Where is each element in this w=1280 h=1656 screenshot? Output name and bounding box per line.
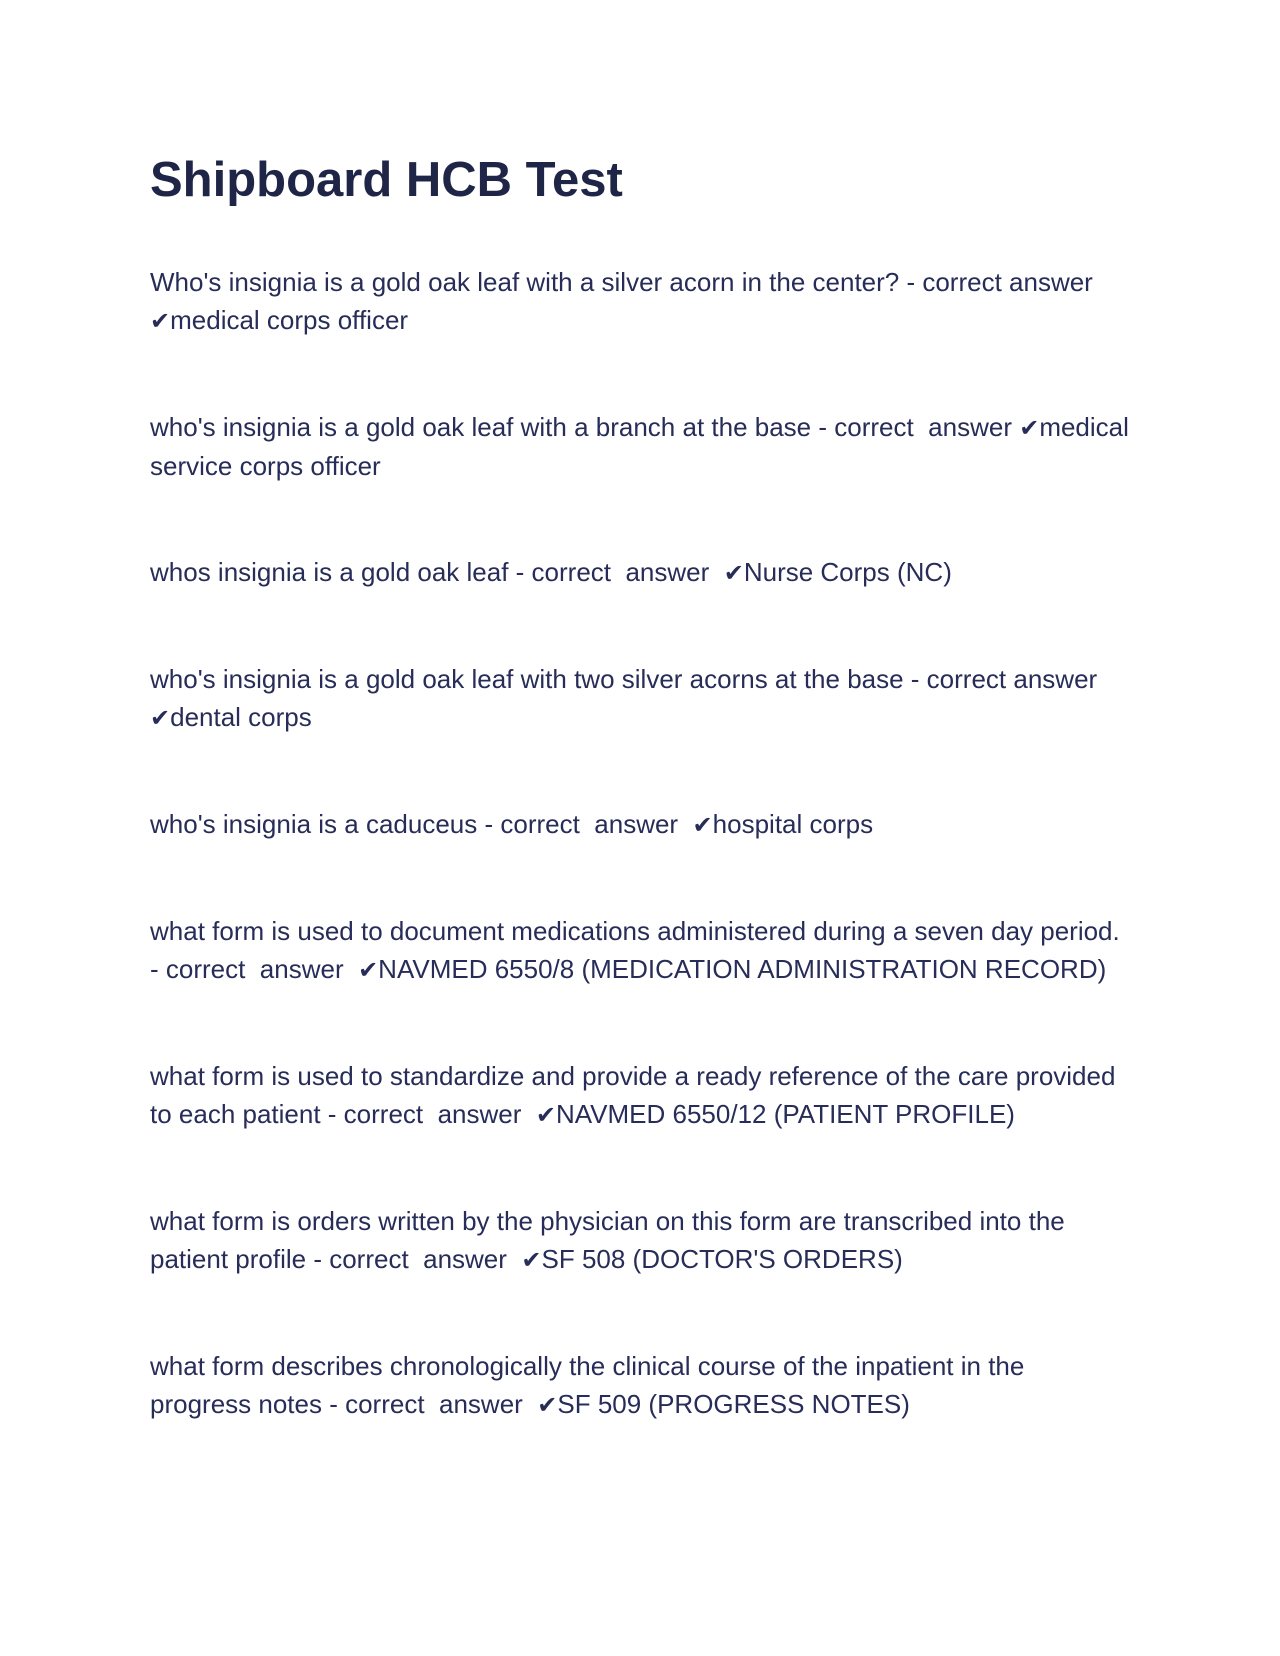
qa-item-8: [150, 1202, 1130, 1279]
question-text: whos insignia is a gold oak leaf - correct answer: [150, 557, 724, 587]
checkmark-icon: ✔: [150, 704, 171, 732]
question-text: who's insignia is a gold oak leaf with two silver acorns at the base - correct answer: [150, 664, 1112, 694]
question-text: what form is used to document medications administered during a seven day period. - correct answer: [150, 916, 1127, 984]
answer-text: medical service corps officer: [150, 412, 1137, 481]
answer-text: Nurse Corps (NC): [743, 557, 952, 587]
question-text: Who's insignia is a gold oak leaf with a silver acorn in the center? - correct answer: [150, 267, 1108, 297]
checkmark-icon: ✔: [521, 1246, 542, 1274]
qa-list: [150, 263, 1137, 1424]
question-text: what form is used to standardize and provide a ready reference of the care provided to each patient - correct answer: [150, 1061, 1123, 1129]
qa-item-6: [150, 912, 1130, 989]
answer-text: hospital corps: [712, 809, 874, 839]
qa-item-7: [150, 1057, 1130, 1134]
answer-text: NAVMED 6550/12 (PATIENT PROFILE): [555, 1099, 1015, 1129]
checkmark-icon: ✔: [723, 559, 744, 587]
document-page: [150, 148, 1137, 1492]
qa-item-5: [150, 805, 1130, 844]
checkmark-icon: ✔: [1019, 414, 1040, 442]
answer-text: medical corps officer: [170, 305, 409, 335]
answer-text: dental corps: [170, 702, 312, 732]
question-text: what form describes chronologically the clinical course of the inpatient in the progress notes - correct answer: [150, 1351, 1032, 1419]
answer-text: SF 508 (DOCTOR'S ORDERS): [541, 1244, 903, 1274]
answer-text: NAVMED 6550/8 (MEDICATION ADMINISTRATION RECORD): [378, 954, 1107, 984]
checkmark-icon: ✔: [537, 1391, 558, 1419]
question-text: what form is orders written by the physician on this form are transcribed into the patient profile - correct answer: [150, 1206, 1072, 1274]
qa-item-4: [150, 660, 1130, 737]
qa-item-9: [150, 1347, 1130, 1424]
qa-item-2: [150, 408, 1137, 485]
qa-item-3: [150, 553, 1130, 592]
question-text: who's insignia is a caduceus - correct answer: [150, 809, 693, 839]
checkmark-icon: ✔: [358, 956, 379, 984]
checkmark-icon: ✔: [535, 1101, 556, 1129]
answer-text: SF 509 (PROGRESS NOTES): [557, 1389, 910, 1419]
checkmark-icon: ✔: [692, 811, 713, 839]
question-text: who's insignia is a gold oak leaf with a branch at the base - correct answer: [150, 412, 1020, 442]
qa-item-1: [150, 263, 1130, 340]
page-title: Shipboard HCB Test: [150, 153, 623, 207]
checkmark-icon: ✔: [150, 307, 171, 335]
